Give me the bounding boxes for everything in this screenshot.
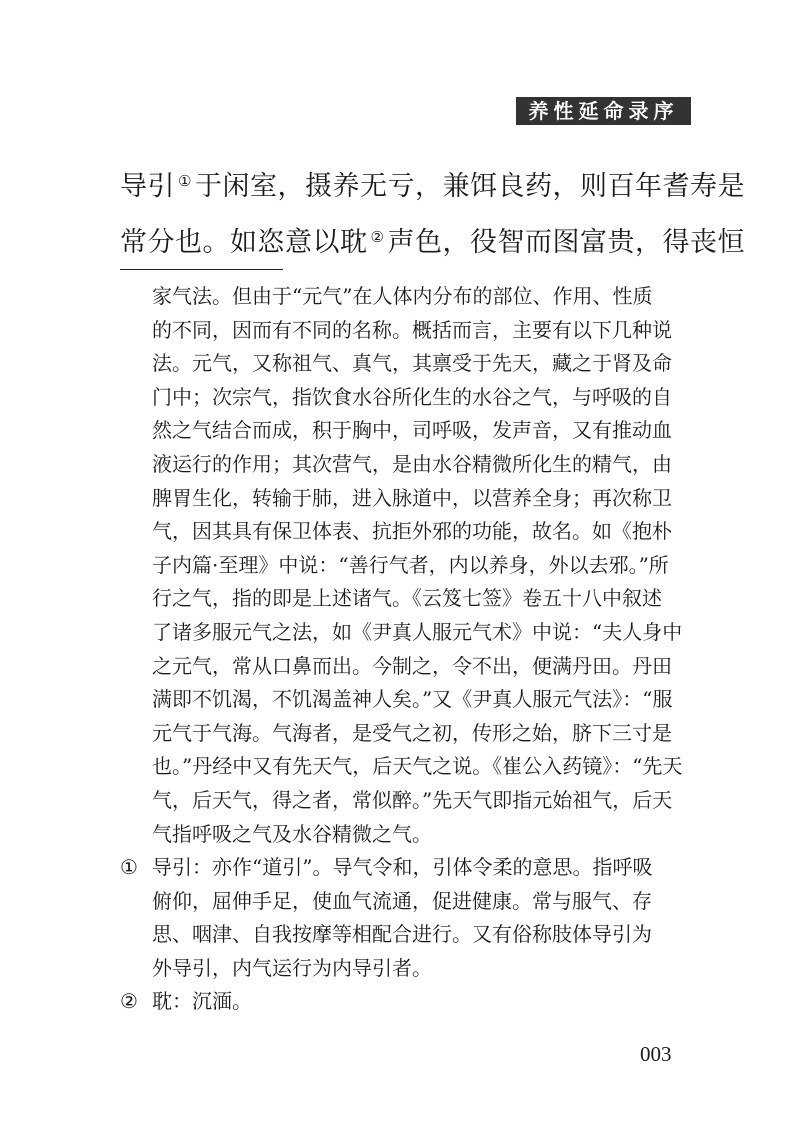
footnote-line: 家气法。但由于“元气”在人体内分布的部位、作用、性质 xyxy=(152,284,653,308)
footnote-line: 门中；次宗气，指饮食水谷所化生的水谷之气，与呼吸的自 xyxy=(152,384,672,409)
footnote-line: 也。”丹经中又有先天气，后天气之说。《崔公入药镜》：“先天 xyxy=(152,754,683,779)
footnote-line: 脾胃生化，转输于肺，进入脉道中，以营养全身；再次称卫 xyxy=(152,485,672,510)
footnote-ref-1[interactable]: ① xyxy=(178,172,192,190)
main-text xyxy=(120,156,745,268)
text-segment: 声色，役智而图富贵，得丧恒 xyxy=(387,227,745,258)
footnote-line: 耽：沉湎。 xyxy=(152,989,252,1014)
footnote-line: 液运行的作用；其次营气，是由水谷精微所化生的精气，由 xyxy=(152,451,672,476)
text-segment: 常分也。如恣意以耽 xyxy=(120,227,368,258)
footnote-line: 外导引，内气运行为内导引者。 xyxy=(152,955,432,980)
footnote-line: 元气于气海。气海者，是受气之初，传形之始，脐下三寸是 xyxy=(152,720,672,745)
footnote-line: 的不同，因而有不同的名称。概括而言，主要有以下几种说 xyxy=(152,317,672,342)
footnote-number: ① xyxy=(120,855,138,880)
footnote-line: 之元气，常从口鼻而出。今制之，令不出，便满丹田。丹田 xyxy=(152,653,672,678)
footnote-line: 行之气，指的即是上述诸气。《云笈七签》卷五十八中叙述 xyxy=(152,586,662,611)
footnote-line: 然之气结合而成，积于胸中，司呼吸，发声音，又有推动血 xyxy=(152,418,672,443)
footnote-number: ② xyxy=(120,989,138,1014)
footnote-2 xyxy=(120,985,684,1019)
footnote-continuation xyxy=(120,280,684,851)
main-text-line xyxy=(120,212,745,268)
page-number: 003 xyxy=(640,1042,672,1066)
footnote-line: 导引：亦作“道引”。导气令和，引体令柔的意思。指呼吸 xyxy=(152,855,653,880)
footnote-line: 俯仰，屈伸手足，使血气流通，促进健康。常与服气、存 xyxy=(152,888,652,913)
footnote-line: 满即不饥渴，不饥渴盖神人矣。”又《尹真人服元气法》：“服 xyxy=(152,687,673,712)
footnote-line: 思、咽津、自我按摩等相配合进行。又有俗称肢体导引为 xyxy=(152,922,652,947)
footnote-line: 法。元气，又称祖气、真气，其禀受于先天，藏之于肾及命 xyxy=(152,351,672,376)
footnote-ref-2[interactable]: ② xyxy=(370,228,385,246)
footnote-1 xyxy=(120,851,684,985)
footnote-line: 了诸多服元气之法，如《尹真人服元气术》中说：“夫人身中 xyxy=(152,619,683,644)
running-header: 养性延命录序 xyxy=(516,97,691,125)
footnote-divider xyxy=(120,269,283,270)
footnote-line: 气，后天气，得之者，常似醉。”先天气即指元始祖气，后天 xyxy=(152,787,673,812)
footnote-line: 气，因其具有保卫体表、抗拒外邪的功能，故名。如《抱朴 xyxy=(152,519,672,544)
footnote-line: 子内篇·至理》中说：“善行气者，内以养身，外以去邪。”所 xyxy=(152,552,669,577)
footnote-line: 气指呼吸之气及水谷精微之气。 xyxy=(152,821,432,846)
footnotes xyxy=(120,280,684,1019)
text-segment: 于闲室，摄养无亏，兼饵良药，则百年耆寿是 xyxy=(194,171,745,202)
main-text-line xyxy=(120,156,745,212)
text-segment: 导引 xyxy=(120,171,175,202)
